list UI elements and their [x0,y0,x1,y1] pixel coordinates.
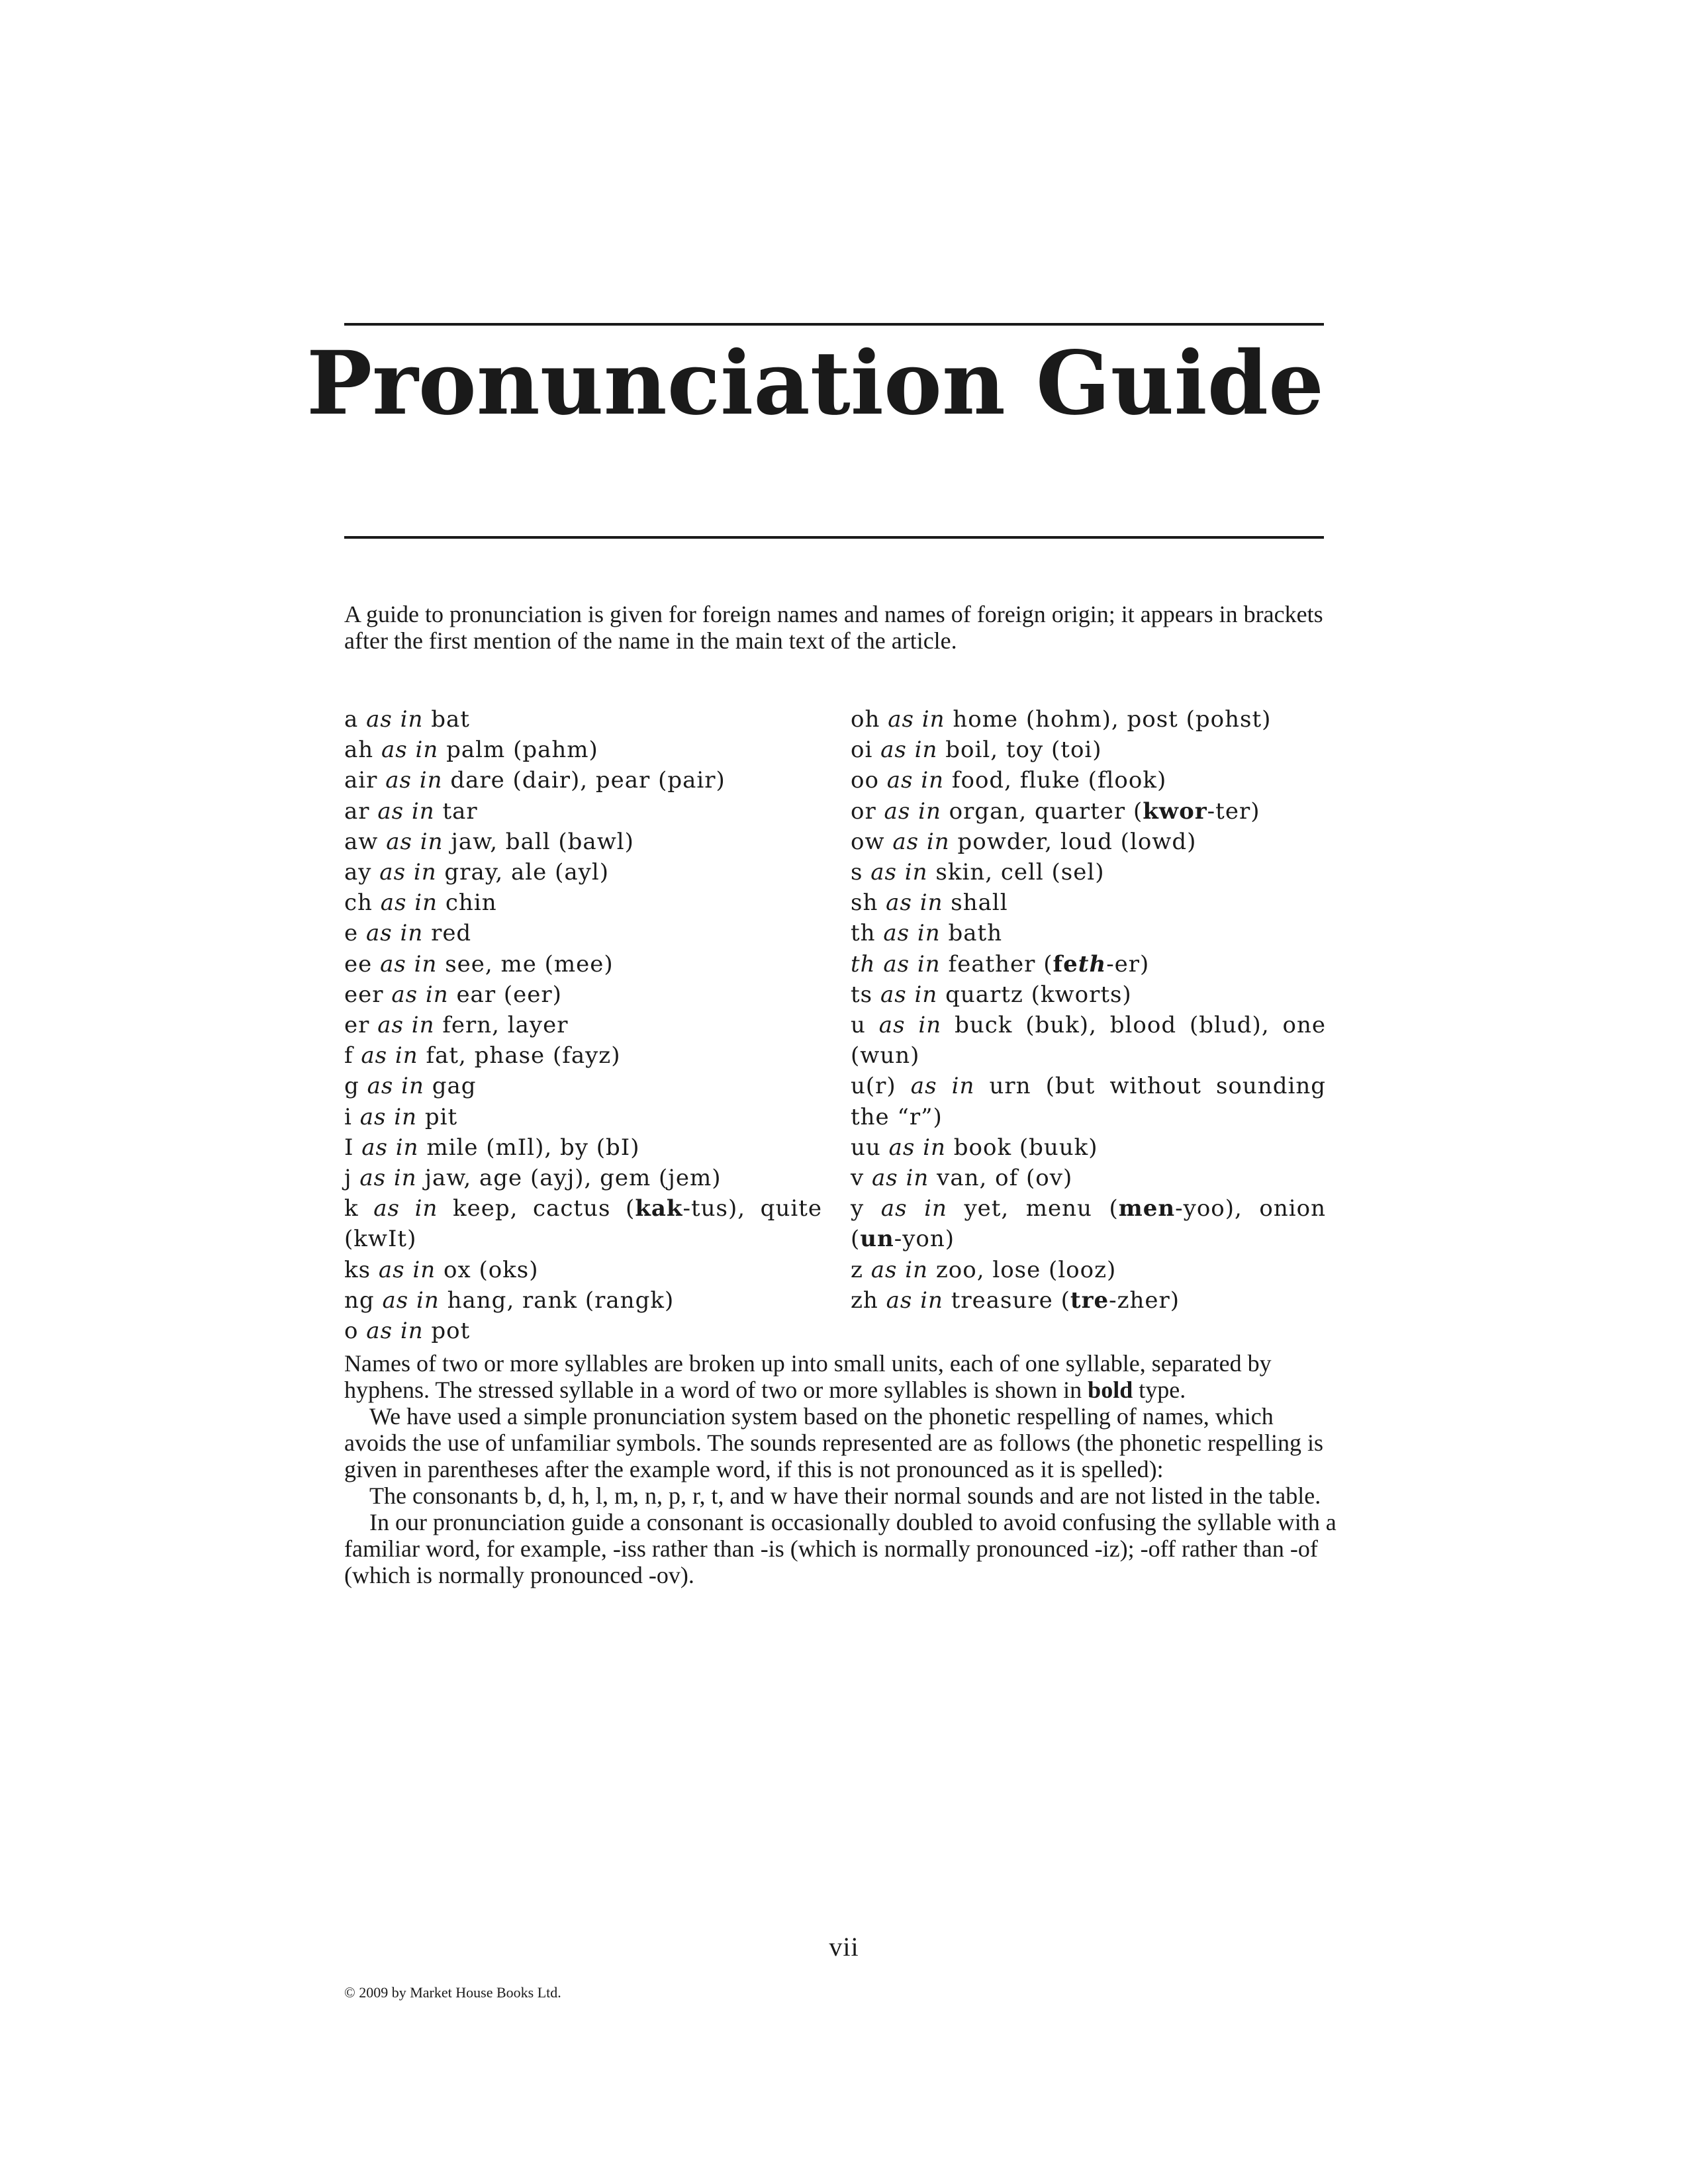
pronunciation-entry: z as in zoo, lose (looz) [851,1256,1117,1283]
pronunciation-entry: ng as in hang, rank (rangk) [344,1287,675,1314]
pronunciation-entry: ow as in powder, loud (lowd) [851,828,1197,855]
intro-paragraph: A guide to pronunciation is given for foreign names and names of foreign origin; it appears in brackets after the first mention of the name in the main text of the article. [344,601,1323,654]
notes-paragraph: In our pronunciation guide a consonant is occasionally doubled to avoid confusing the syllable with a familiar word, for example, -iss rather than -is (which is normally pronounced -iz); -off rather than -of (which is normally pronounced -ov). [344,1509,1336,1588]
pronunciation-entry: sh as in shall [851,889,1008,917]
pronunciation-list-right [851,704,1326,1316]
pronunciation-entry: y as in yet, menu (men-yoo), onion (un-yon) [851,1195,1327,1253]
copyright-notice: © 2009 by Market House Books Ltd. [344,1984,561,2001]
pronunciation-entry: k as in keep, cactus (kak-tus), quite (kwIt) [344,1195,823,1253]
pronunciation-entry: g as in gag [344,1073,477,1100]
pronunciation-entry: I as in mile (mIl), by (bI) [344,1134,640,1161]
pronunciation-entry: e as in red [344,920,472,947]
pronunciation-entry: or as in organ, quarter (kwor-ter) [851,797,1260,825]
pronunciation-entry: j as in jaw, age (ayj), gem (jem) [344,1165,722,1192]
pronunciation-entry: o as in pot [344,1318,471,1345]
notes-paragraph: The consonants b, d, h, l, m, n, p, r, t, and w have their normal sounds and are not listed in the table. [369,1482,1321,1509]
pronunciation-entry: ts as in quartz (kworts) [851,981,1132,1008]
pronunciation-entry: u as in buck (buk), blood (blud), one (wun) [851,1012,1326,1069]
pronunciation-entry: eer as in ear (eer) [344,981,562,1008]
pronunciation-entry: uu as in book (buuk) [851,1134,1098,1161]
pronunciation-entry: a as in bat [344,706,470,733]
pronunciation-entry: oi as in boil, toy (toi) [851,737,1102,764]
bold-example: bold [1088,1377,1133,1403]
pronunciation-entry: u(r) as in urn (but without sounding the “r”) [851,1073,1327,1130]
pronunciation-list-left [344,704,822,1346]
pronunciation-entry: er as in fern, layer [344,1012,569,1039]
notes-paragraph: Names of two or more syllables are broken up into small units, each of one syllable, separated by hyphens. The stressed syllable in a word of two or more syllables is shown in bold type. [344,1350,1272,1403]
page-title: Pronunciation Guide [306,332,1324,435]
pronunciation-entry: aw as in jaw, ball (bawl) [344,828,634,855]
notes-section [344,1350,1337,1588]
pronunciation-entry: oo as in food, fluke (flook) [851,767,1167,794]
title-top-rule [344,323,1324,326]
notes-paragraph: We have used a simple pronunciation system based on the phonetic respelling of names, which avoids the use of unfamiliar symbols. The sounds represented are as follows (the phonetic respelling is given in parentheses after the example word, if this is not pronounced as it is spelled): [344,1403,1323,1482]
pronunciation-entry: th as in bath [851,920,1003,947]
pronunciation-entry: v as in van, of (ov) [851,1165,1073,1192]
pronunciation-entry: ar as in tar [344,797,478,825]
pronunciation-entry: ee as in see, me (mee) [344,950,614,978]
pronunciation-entry: ks as in ox (oks) [344,1256,539,1283]
pronunciation-entry: ch as in chin [344,889,497,917]
pronunciation-entry: ay as in gray, ale (ayl) [344,859,609,886]
pronunciation-entry: oh as in home (hohm), post (pohst) [851,706,1272,733]
pronunciation-entry: f as in fat, phase (fayz) [344,1042,621,1069]
title-bottom-rule [344,536,1324,539]
pronunciation-entry: ah as in palm (pahm) [344,737,598,764]
pronunciation-entry: i as in pit [344,1103,458,1130]
pronunciation-entry: air as in dare (dair), pear (pair) [344,767,726,794]
pronunciation-entry: th as in feather (feth-er) [851,950,1150,978]
pronunciation-entry: s as in skin, cell (sel) [851,859,1105,886]
pronunciation-entry: zh as in treasure (tre-zher) [851,1287,1180,1314]
page-number: vii [829,1932,859,1962]
